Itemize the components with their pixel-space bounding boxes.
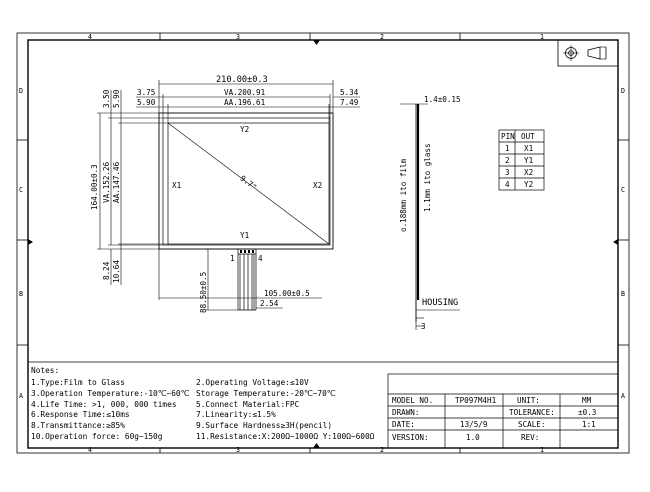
- note-item: 5.Connect Material:FPC: [196, 400, 300, 409]
- electrode-x2: X2: [313, 181, 323, 190]
- zone-col-top-4: 4: [88, 33, 92, 41]
- dim-side-thickness: 1.4±0.15: [424, 95, 461, 104]
- pin-table-cell: X2: [524, 168, 534, 177]
- dim-aa-width: AA.196.61: [224, 98, 266, 107]
- date-label: DATE:: [392, 420, 415, 429]
- pin-table-header-pin: PIN: [501, 132, 515, 141]
- zone-row-left-a: A: [19, 392, 23, 400]
- dim-aa-height: AA.147.46: [112, 161, 121, 203]
- pin-table-header-out: OUT: [521, 132, 535, 141]
- zone-col-bottom-1: 1: [540, 446, 544, 454]
- note-item: 8.Transmittance:≥85%: [31, 421, 125, 430]
- dim-left-offset-1: 3.75: [137, 88, 156, 97]
- zone-row-left-b: B: [19, 290, 23, 298]
- model-value: TP097M4H1: [455, 396, 497, 405]
- center-arrow-right: [613, 239, 618, 245]
- zone-col-bottom-2: 2: [380, 446, 384, 454]
- dim-top-offset-2: 5.90: [112, 89, 121, 108]
- scale-value: 1:1: [582, 420, 596, 429]
- dim-top-offset-1: 3.50: [102, 89, 111, 108]
- pin-table-cell: X1: [524, 144, 534, 153]
- dim-tail-length: 88.50±0.5: [199, 271, 208, 313]
- fpc-tail: [238, 249, 256, 310]
- model-label: MODEL NO.: [392, 396, 434, 405]
- center-arrow-top: [313, 40, 320, 45]
- dim-bottom-offset-1: 8.24: [102, 261, 111, 280]
- note-item: 7.Linearity:≤1.5%: [196, 410, 276, 419]
- unit-value: MM: [582, 396, 592, 405]
- zone-row-left-c: C: [19, 186, 23, 194]
- note-item: Storage Temperature:-20℃~70℃: [196, 389, 336, 398]
- dim-va-width: VA.200.91: [224, 88, 266, 97]
- dim-bottom-offset-2: 10.64: [112, 260, 121, 283]
- version-value: 1.0: [466, 433, 480, 442]
- diagonal-label: 9.7": [238, 173, 259, 192]
- projection-symbol-icon: [558, 40, 618, 66]
- rev-label: REV:: [521, 433, 540, 442]
- side-label-glass: 1.1mm ito glass: [423, 143, 432, 212]
- dim-overall-height: 164.00±0.3: [90, 164, 99, 210]
- dim-right-offset-2: 7.49: [340, 98, 359, 107]
- pin-table-cell: 2: [505, 156, 510, 165]
- side-view: [400, 104, 460, 330]
- zone-col-top-3: 3: [236, 33, 240, 41]
- dim-left-offset-2: 5.90: [137, 98, 156, 107]
- zone-col-top-1: 1: [540, 33, 544, 41]
- pin-table-cell: Y2: [524, 180, 534, 189]
- pin-table-cell: Y1: [524, 156, 534, 165]
- pin-table-cell: 4: [505, 180, 510, 189]
- zone-row-right-d: D: [621, 87, 625, 95]
- center-arrow-bottom: [313, 443, 320, 448]
- zone-row-right-a: A: [621, 392, 625, 400]
- tolerance-value: ±0.3: [578, 408, 597, 417]
- note-item: 10.Operation force: 60g~150g: [31, 432, 163, 441]
- notes-title: Notes:: [31, 366, 60, 375]
- date-value: 13/5/9: [460, 420, 488, 429]
- dim-va-height: VA.152.26: [102, 161, 111, 203]
- tolerance-label: TOLERANCE:: [509, 408, 555, 417]
- electrode-x1: X1: [172, 181, 182, 190]
- zone-col-bottom-4: 4: [88, 446, 92, 454]
- center-arrow-left: [28, 239, 33, 245]
- zone-col-top-2: 2: [380, 33, 384, 41]
- housing-label: HOUSING: [422, 298, 459, 308]
- zone-col-bottom-3: 3: [236, 446, 240, 454]
- zone-row-right-c: C: [621, 186, 625, 194]
- dim-tail-position: 105.00±0.5: [264, 289, 310, 298]
- note-item: 9.Surface Hardness≥3H(pencil): [196, 421, 333, 430]
- note-item: 3.Operation Temperature:-10℃~60℃: [31, 389, 190, 398]
- version-label: VERSION:: [392, 433, 429, 442]
- note-item: 6.Response Time:≤10ms: [31, 410, 130, 419]
- note-item: 4.Life Time: >1, 000, 000 times: [31, 400, 177, 409]
- pin-label-first: 1: [230, 254, 235, 263]
- scale-label: SCALE:: [518, 420, 546, 429]
- dim-right-offset-1: 5.34: [340, 88, 359, 97]
- electrode-y1: Y1: [240, 231, 250, 240]
- zone-row-left-d: D: [19, 87, 23, 95]
- dim-tail-width: 2.54: [260, 299, 279, 308]
- dim-housing: 3: [421, 322, 426, 331]
- note-item: 11.Resistance:X:200Ω~1000Ω Y:100Ω~600Ω: [196, 432, 375, 441]
- note-item: 1.Type:Film to Glass: [31, 378, 125, 387]
- pin-table-cell: 3: [505, 168, 510, 177]
- unit-label: UNIT:: [517, 396, 540, 405]
- zone-row-right-b: B: [621, 290, 625, 298]
- side-label-film: o.188mm ito film: [399, 158, 408, 232]
- electrode-y2: Y2: [240, 125, 250, 134]
- note-item: 2.Operating Voltage:≤10V: [196, 378, 309, 387]
- dim-overall-width: 210.00±0.3: [216, 75, 268, 85]
- drawn-label: DRAWN:: [392, 408, 420, 417]
- pin-table-cell: 1: [505, 144, 510, 153]
- pin-label-last: 4: [258, 254, 263, 263]
